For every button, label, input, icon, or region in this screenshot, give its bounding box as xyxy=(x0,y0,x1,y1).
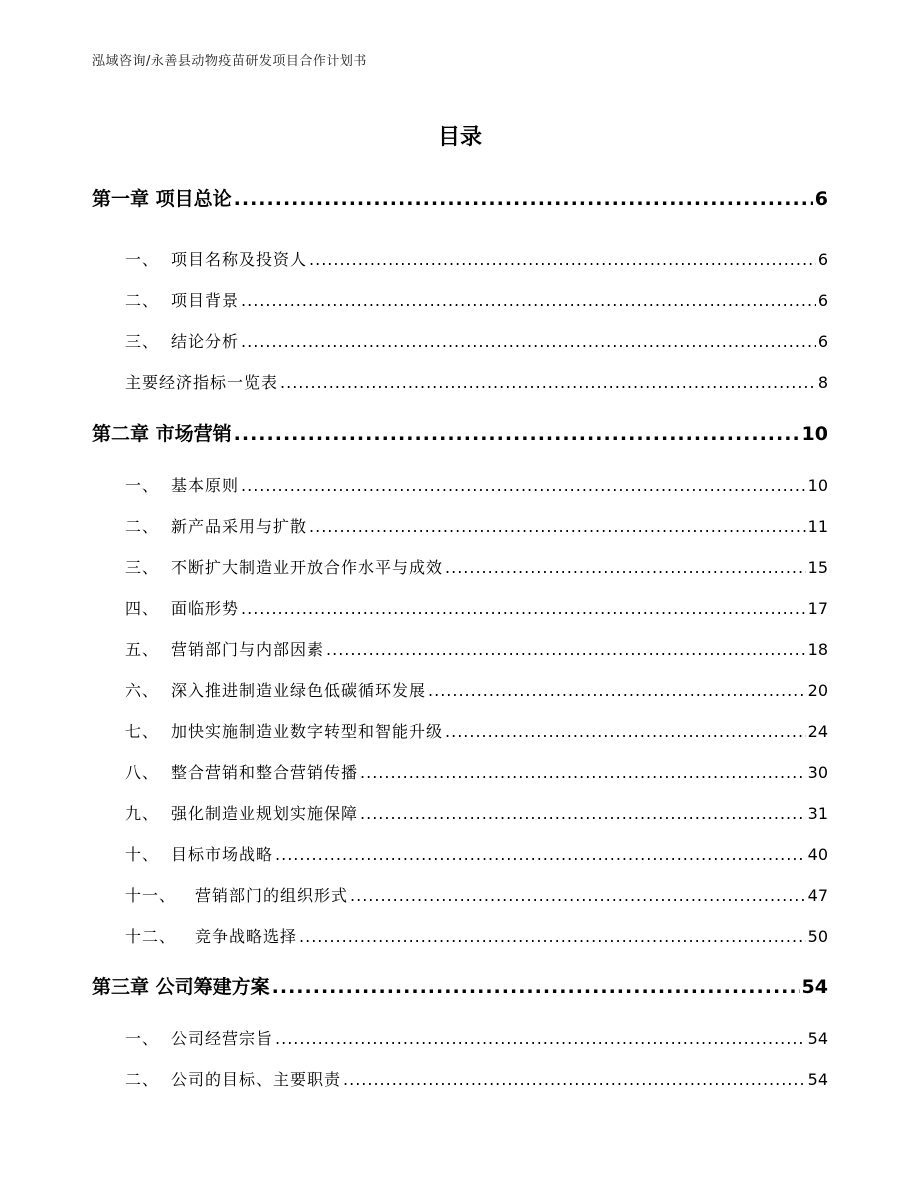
toc-section[interactable] xyxy=(125,329,828,352)
chapter-title: 项目总论 xyxy=(155,188,232,210)
section-title: 公司的目标、主要职责 xyxy=(171,1070,342,1089)
document-header: 泓域咨询/永善县动物疫苗研发项目合作计划书 xyxy=(92,54,367,69)
leader-dots xyxy=(272,976,800,998)
section-title: 营销部门与内部因素 xyxy=(171,640,325,659)
section-number: 二、 xyxy=(125,517,160,536)
section-title: 面临形势 xyxy=(171,599,240,618)
section-number: 六、 xyxy=(125,681,160,700)
page-number: 11 xyxy=(807,517,828,536)
section-title: 新产品采用与扩散 xyxy=(171,517,308,536)
section-number: 七、 xyxy=(125,722,160,741)
toc-chapter-3[interactable] xyxy=(92,972,828,999)
page-number: 17 xyxy=(807,599,828,618)
leader-dots xyxy=(445,722,806,741)
section-title: 整合营销和整合营销传播 xyxy=(171,763,359,782)
toc-section[interactable] xyxy=(125,760,828,783)
toc-section[interactable] xyxy=(125,596,828,619)
section-number: 三、 xyxy=(125,558,160,577)
leader-dots xyxy=(326,640,806,659)
page-number: 31 xyxy=(807,804,828,823)
toc-section[interactable] xyxy=(125,1026,828,1049)
leader-dots xyxy=(309,250,816,269)
section-number: 二、 xyxy=(125,1070,160,1089)
section-number: 八、 xyxy=(125,763,160,782)
page-number: 50 xyxy=(807,927,828,946)
leader-dots xyxy=(428,681,806,700)
chapter-number: 第三章 xyxy=(92,976,150,998)
section-number: 四、 xyxy=(125,599,160,618)
section-number: 十、 xyxy=(125,845,160,864)
page-number: 6 xyxy=(817,250,828,269)
leader-dots xyxy=(350,886,806,905)
section-number: 一、 xyxy=(125,1029,160,1048)
page-number: 10 xyxy=(807,476,828,495)
toc-chapter-2[interactable] xyxy=(92,419,828,446)
page-number: 30 xyxy=(807,763,828,782)
section-number: 一、 xyxy=(125,250,160,269)
page-number: 10 xyxy=(801,423,828,445)
toc-section[interactable] xyxy=(125,924,828,947)
page-number: 40 xyxy=(807,845,828,864)
leader-dots xyxy=(360,804,806,823)
toc-section[interactable] xyxy=(125,637,828,660)
page-number: 54 xyxy=(807,1070,828,1089)
page-number: 54 xyxy=(807,1029,828,1048)
section-title: 竞争战略选择 xyxy=(195,927,298,946)
page-number: 6 xyxy=(814,188,828,210)
leader-dots xyxy=(241,291,816,310)
section-title: 目标市场战略 xyxy=(171,845,274,864)
toc-section[interactable] xyxy=(125,842,828,865)
toc-section[interactable] xyxy=(125,370,828,393)
leader-dots xyxy=(360,763,806,782)
leader-dots xyxy=(241,476,806,495)
toc-section[interactable] xyxy=(125,247,828,270)
section-title: 强化制造业规划实施保障 xyxy=(171,804,359,823)
chapter-title: 公司筹建方案 xyxy=(155,976,270,998)
toc-section[interactable] xyxy=(125,678,828,701)
section-title: 基本原则 xyxy=(171,476,240,495)
leader-dots xyxy=(275,1029,806,1048)
leader-dots xyxy=(241,599,806,618)
toc-chapter-1[interactable] xyxy=(92,184,828,211)
toc-section[interactable] xyxy=(125,883,828,906)
page-number: 8 xyxy=(817,373,828,392)
section-title: 加快实施制造业数字转型和智能升级 xyxy=(171,722,444,741)
section-number: 十一、 xyxy=(125,886,177,905)
section-title: 结论分析 xyxy=(171,332,240,351)
section-number: 一、 xyxy=(125,476,160,495)
toc-section[interactable] xyxy=(125,514,828,537)
section-title: 主要经济指标一览表 xyxy=(125,373,279,392)
leader-dots xyxy=(234,423,800,445)
leader-dots xyxy=(445,558,806,577)
leader-dots xyxy=(275,845,806,864)
leader-dots xyxy=(309,517,806,536)
leader-dots xyxy=(234,188,813,210)
chapter-title: 市场营销 xyxy=(155,423,232,445)
leader-dots xyxy=(241,332,816,351)
page-number: 54 xyxy=(801,976,828,998)
section-number: 五、 xyxy=(125,640,160,659)
page-number: 24 xyxy=(807,722,828,741)
page-number: 18 xyxy=(807,640,828,659)
chapter-number: 第二章 xyxy=(92,423,150,445)
section-number: 二、 xyxy=(125,291,160,310)
leader-dots xyxy=(280,373,816,392)
page-number: 15 xyxy=(807,558,828,577)
toc-section[interactable] xyxy=(125,288,828,311)
toc-section[interactable] xyxy=(125,719,828,742)
toc-title: 目录 xyxy=(437,125,482,150)
page-number: 6 xyxy=(817,332,828,351)
section-title: 公司经营宗旨 xyxy=(171,1029,274,1048)
toc-section[interactable] xyxy=(125,801,828,824)
section-number: 九、 xyxy=(125,804,160,823)
leader-dots xyxy=(343,1070,806,1089)
section-title: 不断扩大制造业开放合作水平与成效 xyxy=(171,558,444,577)
section-title: 深入推进制造业绿色低碳循环发展 xyxy=(171,681,427,700)
section-title: 项目背景 xyxy=(171,291,240,310)
section-number: 十二、 xyxy=(125,927,177,946)
page-number: 6 xyxy=(817,291,828,310)
chapter-number: 第一章 xyxy=(92,188,150,210)
toc-section[interactable] xyxy=(125,555,828,578)
section-number: 三、 xyxy=(125,332,160,351)
section-title: 营销部门的组织形式 xyxy=(195,886,349,905)
toc-section[interactable] xyxy=(125,1067,828,1090)
section-title: 项目名称及投资人 xyxy=(171,250,308,269)
page-number: 20 xyxy=(807,681,828,700)
leader-dots xyxy=(299,927,806,946)
toc-section[interactable] xyxy=(125,473,828,496)
page-number: 47 xyxy=(807,886,828,905)
